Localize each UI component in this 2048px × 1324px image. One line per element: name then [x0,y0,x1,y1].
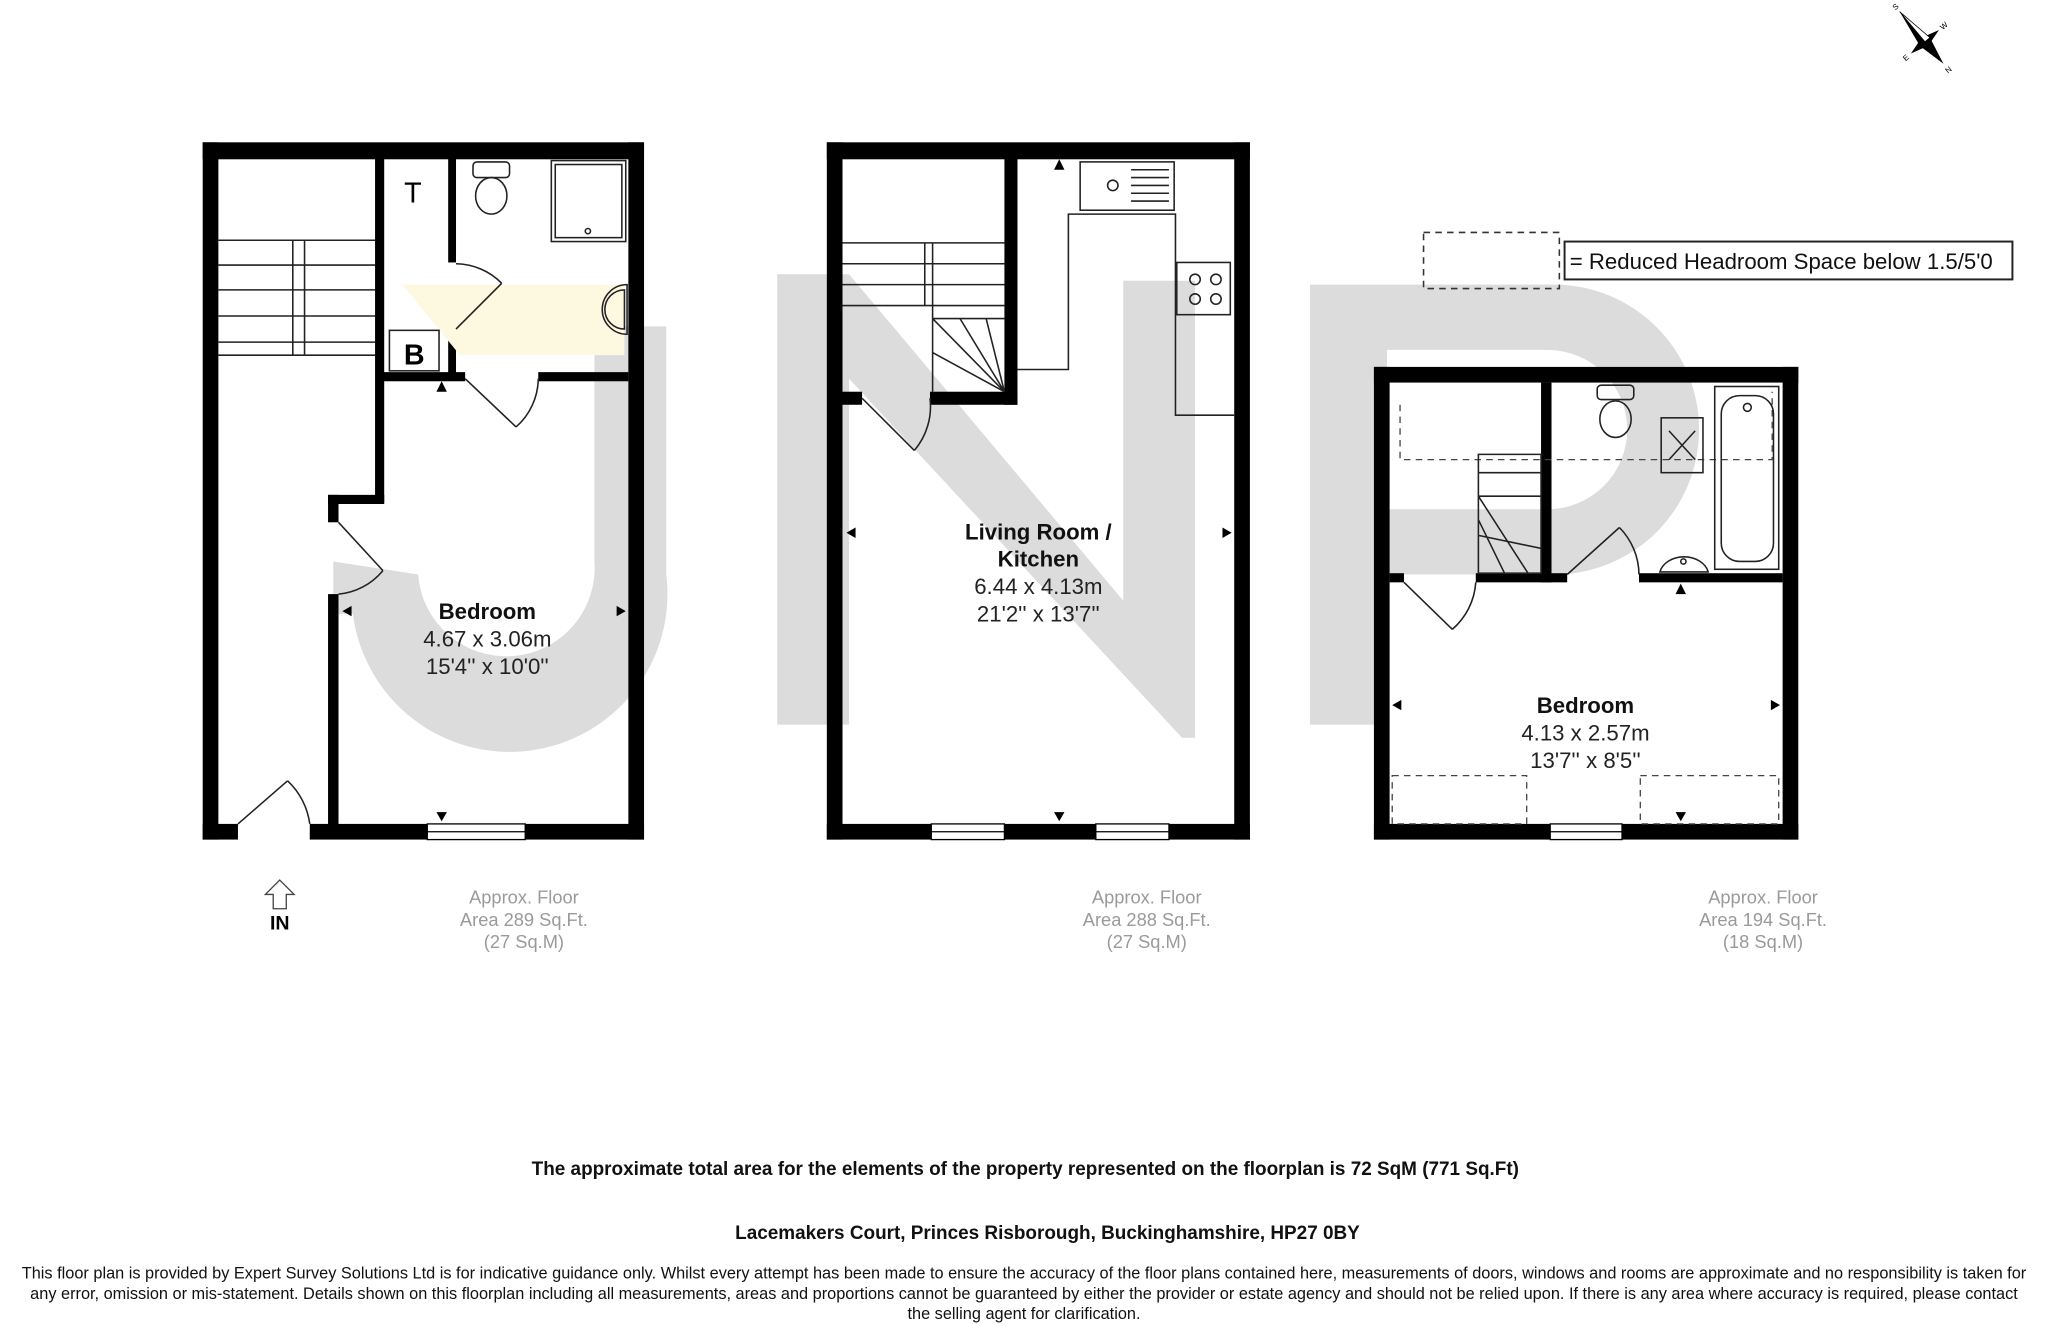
compass-rose-icon [1872,0,1974,91]
compass-label-s: S [1890,1,1901,12]
toilet-icon [473,162,510,214]
shower-tray-icon [551,161,625,242]
room-imperial-bedroom-1: 15'4'' x 10'0'' [425,653,549,679]
disclaimer-line-1: This floor plan is provided by Expert Survey Solutions Ltd is for indicative guidance only. Whilst every attempt has been made to ensure the accuracy of the floor plans contained here, measurements of doors, windows and rooms are approximate and no responsibility is taken for [21,1264,2027,1283]
floor-area-line-1: Approx. Floor [1708,886,1818,908]
ground-floor-plan [203,142,644,952]
room-name-living-line-1: Living Room / [965,519,1112,545]
floor-area-line-2: Area 289 Sq.Ft. [459,908,588,930]
total-area-statement: The approximate total area for the elements of the property represented on the floorplan is 72 SqM (771 Sq.Ft) [531,1159,1519,1181]
room-metric-living: 6.44 x 4.13m [974,574,1103,600]
property-address: Lacemakers Court, Princes Risborough, Buckinghamshire, HP27 0BY [735,1223,1360,1245]
floor-area-line-3: (27 Sq.M) [483,930,565,952]
window [427,824,525,840]
disclaimer-line-3: the selling agent for clarification. [907,1304,1141,1323]
sink-icon [1080,162,1174,210]
staircase [218,240,375,355]
room-name-living-line-2: Kitchen [997,546,1080,572]
floor-area-line-3: (27 Sq.M) [1106,930,1187,952]
floor-area-line-1: Approx. Floor [469,886,579,908]
room-metric-bedroom-2: 4.13 x 2.57m [1521,720,1650,746]
room-imperial-bedroom-2: 13'7'' x 8'5'' [1530,747,1641,773]
floor-area-line-3: (18 Sq.M) [1722,930,1804,952]
door-bedroom[interactable] [465,379,538,427]
compass-label-n: N [1943,64,1954,76]
legend-label: = Reduced Headroom Space below 1.5/5'0 [1569,248,1993,274]
entrance-label: IN [269,912,290,935]
room-name-bedroom-2: Bedroom [1536,692,1635,718]
entrance-arrow-icon [265,880,294,909]
disclaimer-line-2: any error, omission or mis-statement. Details shown on this floorplan including all measurements, areas and proportions cannot be guaranteed by either the provider or estate agency and should not be relied upon. If there is any area where accuracy is required, please contact [30,1285,2018,1304]
second-floor-plan [1374,367,1827,952]
door-bedroom[interactable] [1404,582,1476,629]
storage-label: T [404,177,422,210]
bath-icon [1715,386,1779,569]
compass-label-w: W [1938,20,1950,32]
floor-area-line-1: Approx. Floor [1091,886,1202,908]
floor-area-line-2: Area 194 Sq.Ft. [1699,908,1828,930]
boiler-label: B [403,339,425,372]
window [1550,824,1622,840]
front-door[interactable] [238,781,310,824]
room-metric-bedroom-1: 4.67 x 3.06m [423,626,552,652]
headroom-legend [1424,232,2013,288]
compass-label-e: E [1901,52,1911,63]
floor-area-line-2: Area 288 Sq.Ft. [1082,908,1211,930]
room-name-bedroom-1: Bedroom [438,598,537,624]
room-imperial-living: 21'2'' x 13'7'' [976,601,1100,627]
basin-icon [1660,557,1708,572]
